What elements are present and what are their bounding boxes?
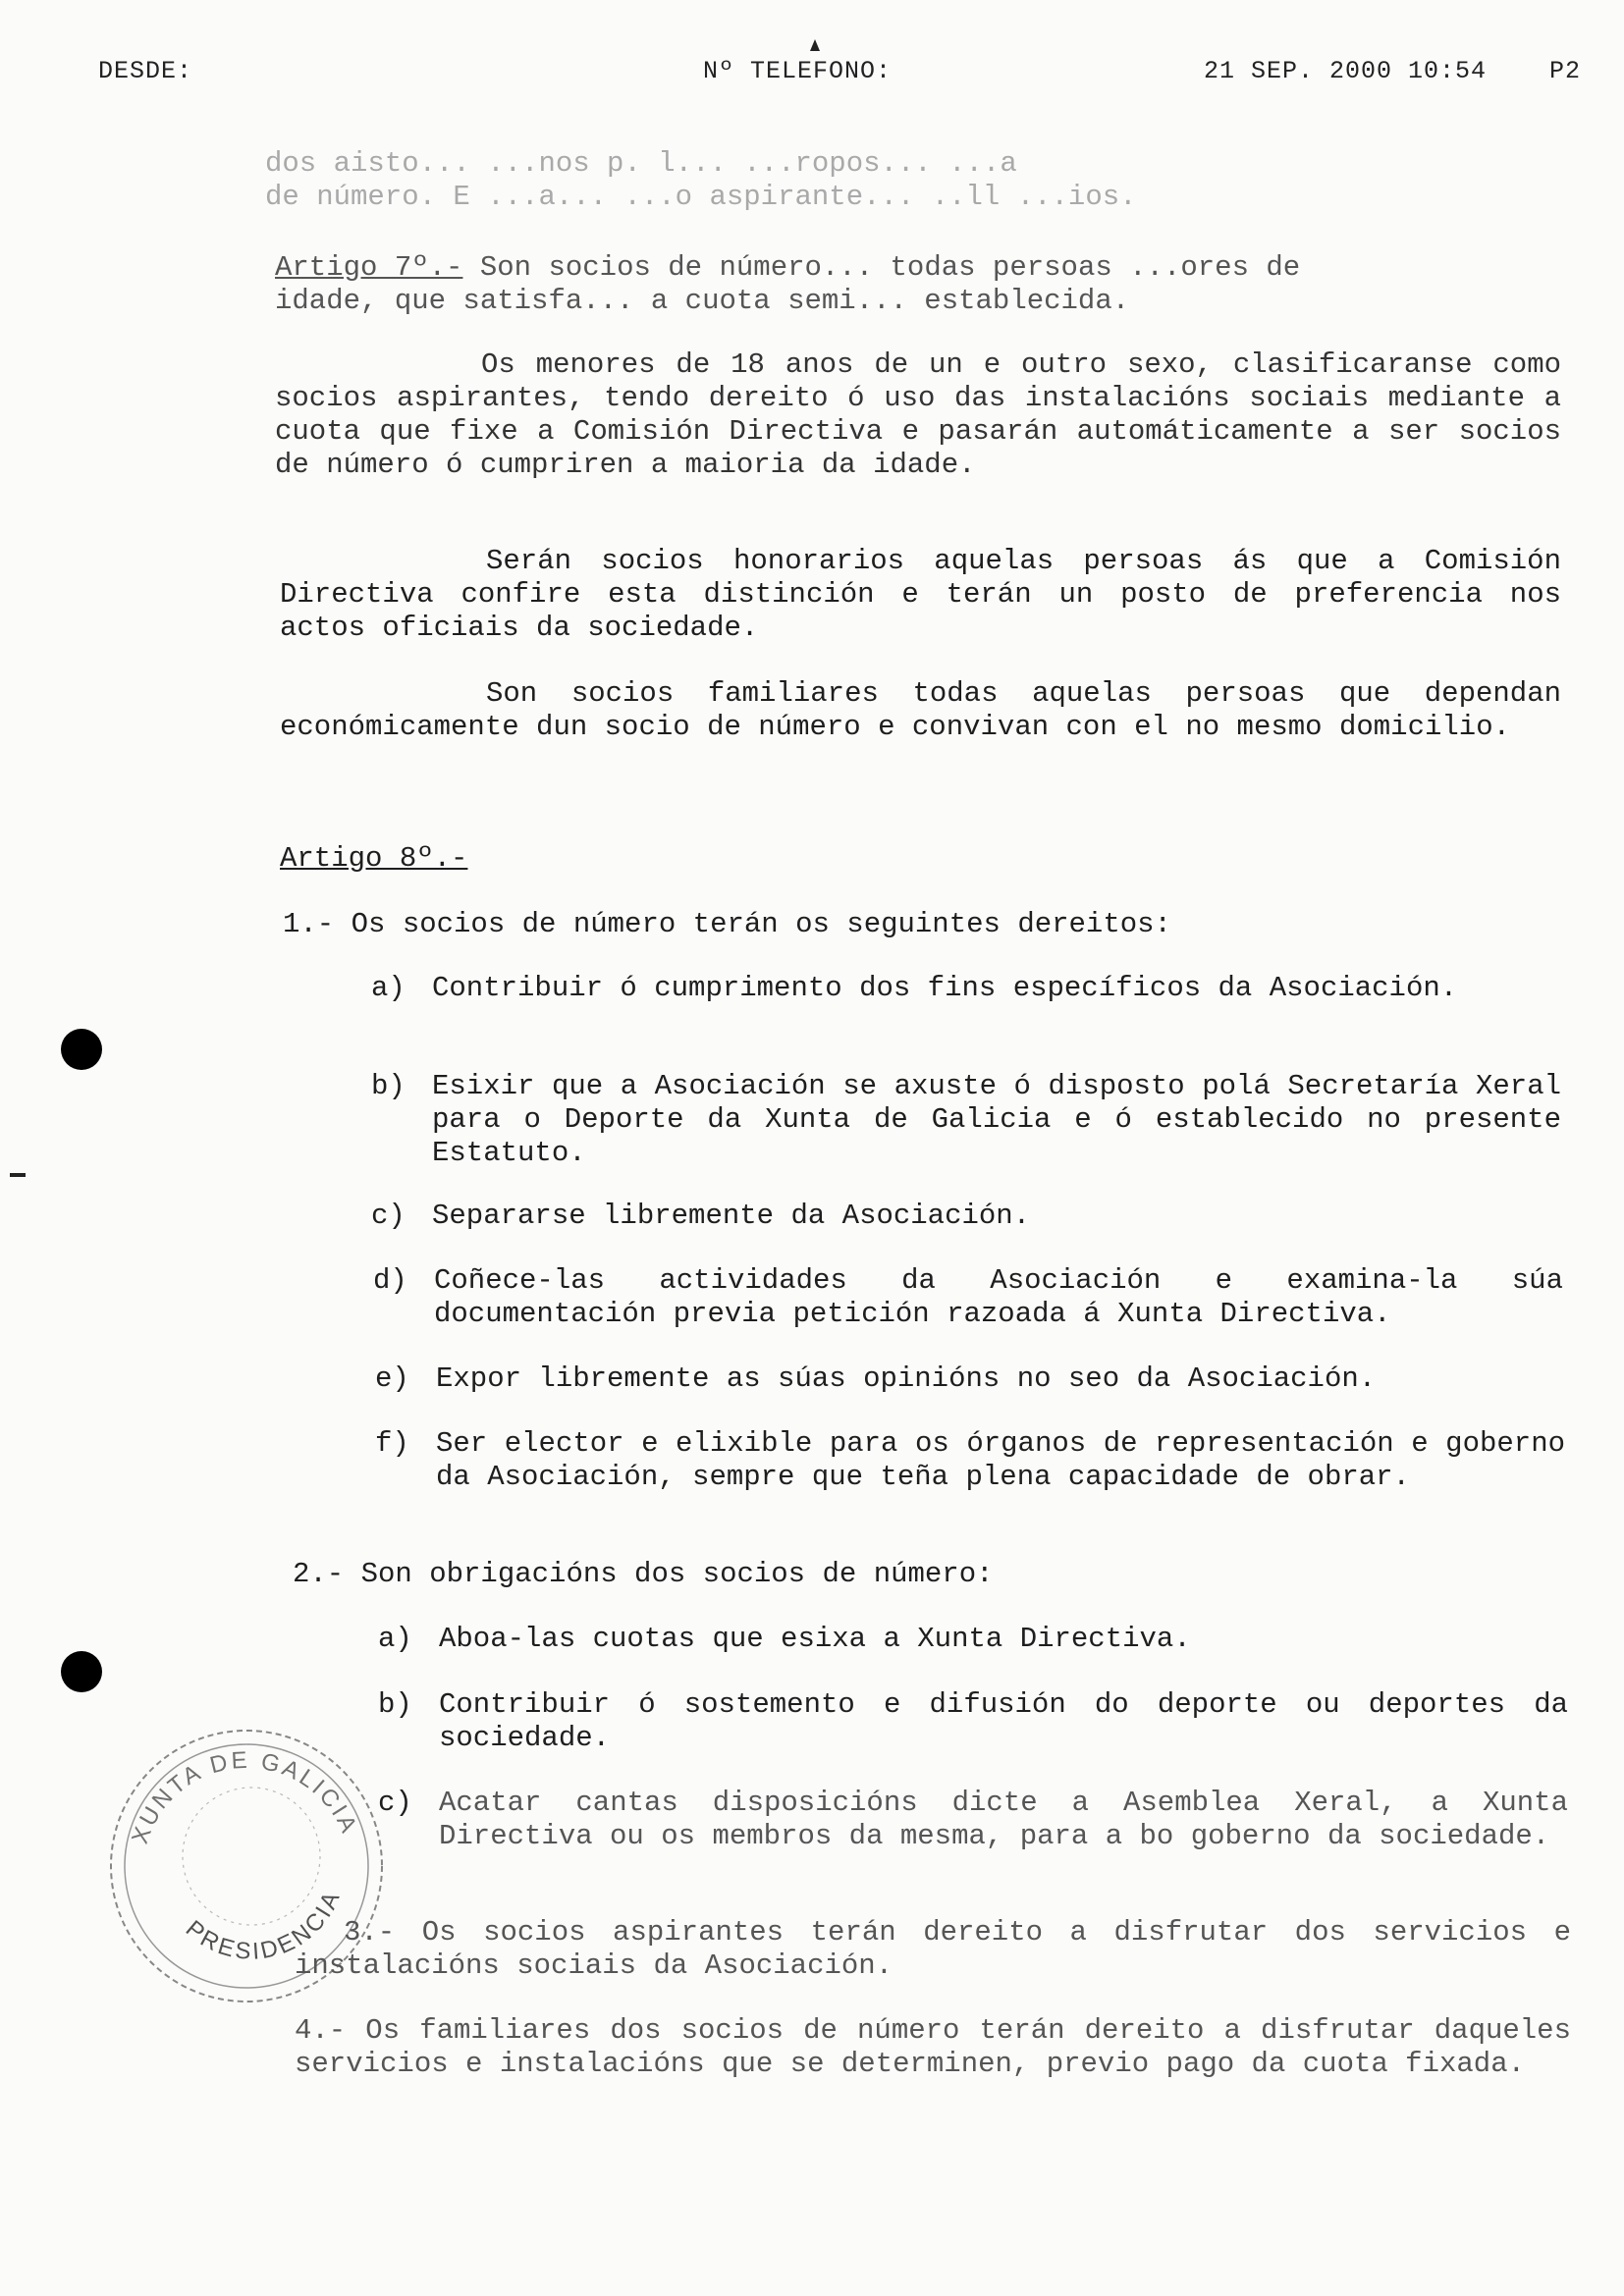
obligation-text-a: Aboa-las cuotas que esixa a Xunta Directiva. [439,1623,1191,1655]
right-label-a: a) [371,972,406,1004]
right-text-e: Expor libremente as súas opinións no seo da Asociación. [436,1362,1377,1395]
punch-hole-bottom [61,1651,102,1692]
obligation-text-c: Acatar cantas disposicións dicte a Asemblea Xeral, a Xunta Directiva ou os membros da mesma, para a bo goberno da sociedade. [439,1787,1568,1852]
obligation-label-b: b) [378,1688,412,1721]
paragraph-honorary: Serán socios honorarios aquelas persoas ás que a Comisión Directiva confire esta distinción e terán un posto de preferencia nos actos oficiais da sociedade. [280,545,1561,644]
article-8-point-4: 4.- Os familiares dos socios de número terán dereito a disfrutar daqueles servicios e instalacións que se determinen, previo pago da cuota fixada. [295,2014,1571,2080]
article-7-block [275,251,1561,285]
svg-text:XUNTA DE GALICIA [127,1747,362,1847]
obligation-label-c: c) [378,1787,412,1819]
article-8-point-3: 3.- Os socios aspirantes terán dereito a disfrutar dos servicios e instalacións sociais da Asociación. [295,1916,1571,1982]
right-label-f: f) [375,1427,409,1460]
punch-hole-top [61,1029,102,1070]
right-label-e: e) [375,1362,409,1395]
article-7-line-2: idade, que satisfa... a cuota semi... establecida. [275,285,1130,317]
official-seal-stamp [104,1724,389,2008]
faded-line-2: de número. E ...a... ...o aspirante... ..ll ...ios. [265,181,1137,213]
fax-phone-label: Nº TELEFONO: [703,57,893,85]
right-text-a: Contribuir ó cumprimento dos fins específicos da Asociación. [432,972,1458,1004]
fax-feed-arrow-icon [810,39,820,51]
right-label-b: b) [371,1070,406,1102]
margin-tick-mark [10,1173,26,1177]
article-8-point-2: 2.- Son obrigacións dos socios de número: [293,1558,994,1590]
right-text-d: Coñece-las actividades da Asociación e examina-la súa documentación previa petición razoada á Xunta Directiva. [434,1264,1563,1330]
article-8-point-1: 1.- Os socios de número terán os seguintes dereitos: [283,908,1171,940]
fax-from-label: DESDE: [98,57,193,85]
right-label-d: d) [373,1264,407,1297]
right-text-f: Ser elector e elixible para os órganos de representación e goberno da Asociación, sempre que teña plena capacidade de obrar. [436,1427,1565,1493]
obligation-text-b: Contribuir ó sostemento e difusión do deporte ou deportes da sociedade. [439,1688,1568,1754]
stamp-ring-top: XUNTA DE GALICIA [127,1746,363,1847]
article-8-heading: Artigo 8º.- [280,842,468,875]
faded-line-1: dos aisto... ...nos p. l... ...ropos... ...a [265,147,1017,180]
svg-text:PRESIDENCIA [181,1886,347,1965]
stamp-ring-bottom: PRESIDENCIA [180,1885,347,1966]
obligation-label-a: a) [378,1623,412,1655]
article-7-heading: Artigo 7º.- [275,251,463,284]
fax-date-page: 21 SEP. 2000 10:54 P2 [1203,57,1581,85]
right-text-b: Esixir que a Asociación se axuste ó disposto polá Secretaría Xeral para o Deporte da Xunta de Galicia e ó establecido no presente Estatuto. [432,1070,1561,1169]
paragraph-family: Son socios familiares todas aquelas persoas que dependan económicamente dun socio de número e convivan con el no mesmo domicilio. [280,677,1561,743]
right-label-c: c) [371,1200,406,1232]
right-text-c: Separarse libremente da Asociación. [432,1200,1031,1232]
article-7-text: Son socios de número... todas persoas ...ores de [479,251,1301,284]
paragraph-minors: Os menores de 18 anos de un e outro sexo, clasificaranse como socios aspirantes, tendo dereito ó uso das instalacións sociais mediante a cuota que fixe a Comisión Directiva e pasarán automáticamente a ser socios de número ó cumpriren a maioria da idade. [275,348,1561,481]
